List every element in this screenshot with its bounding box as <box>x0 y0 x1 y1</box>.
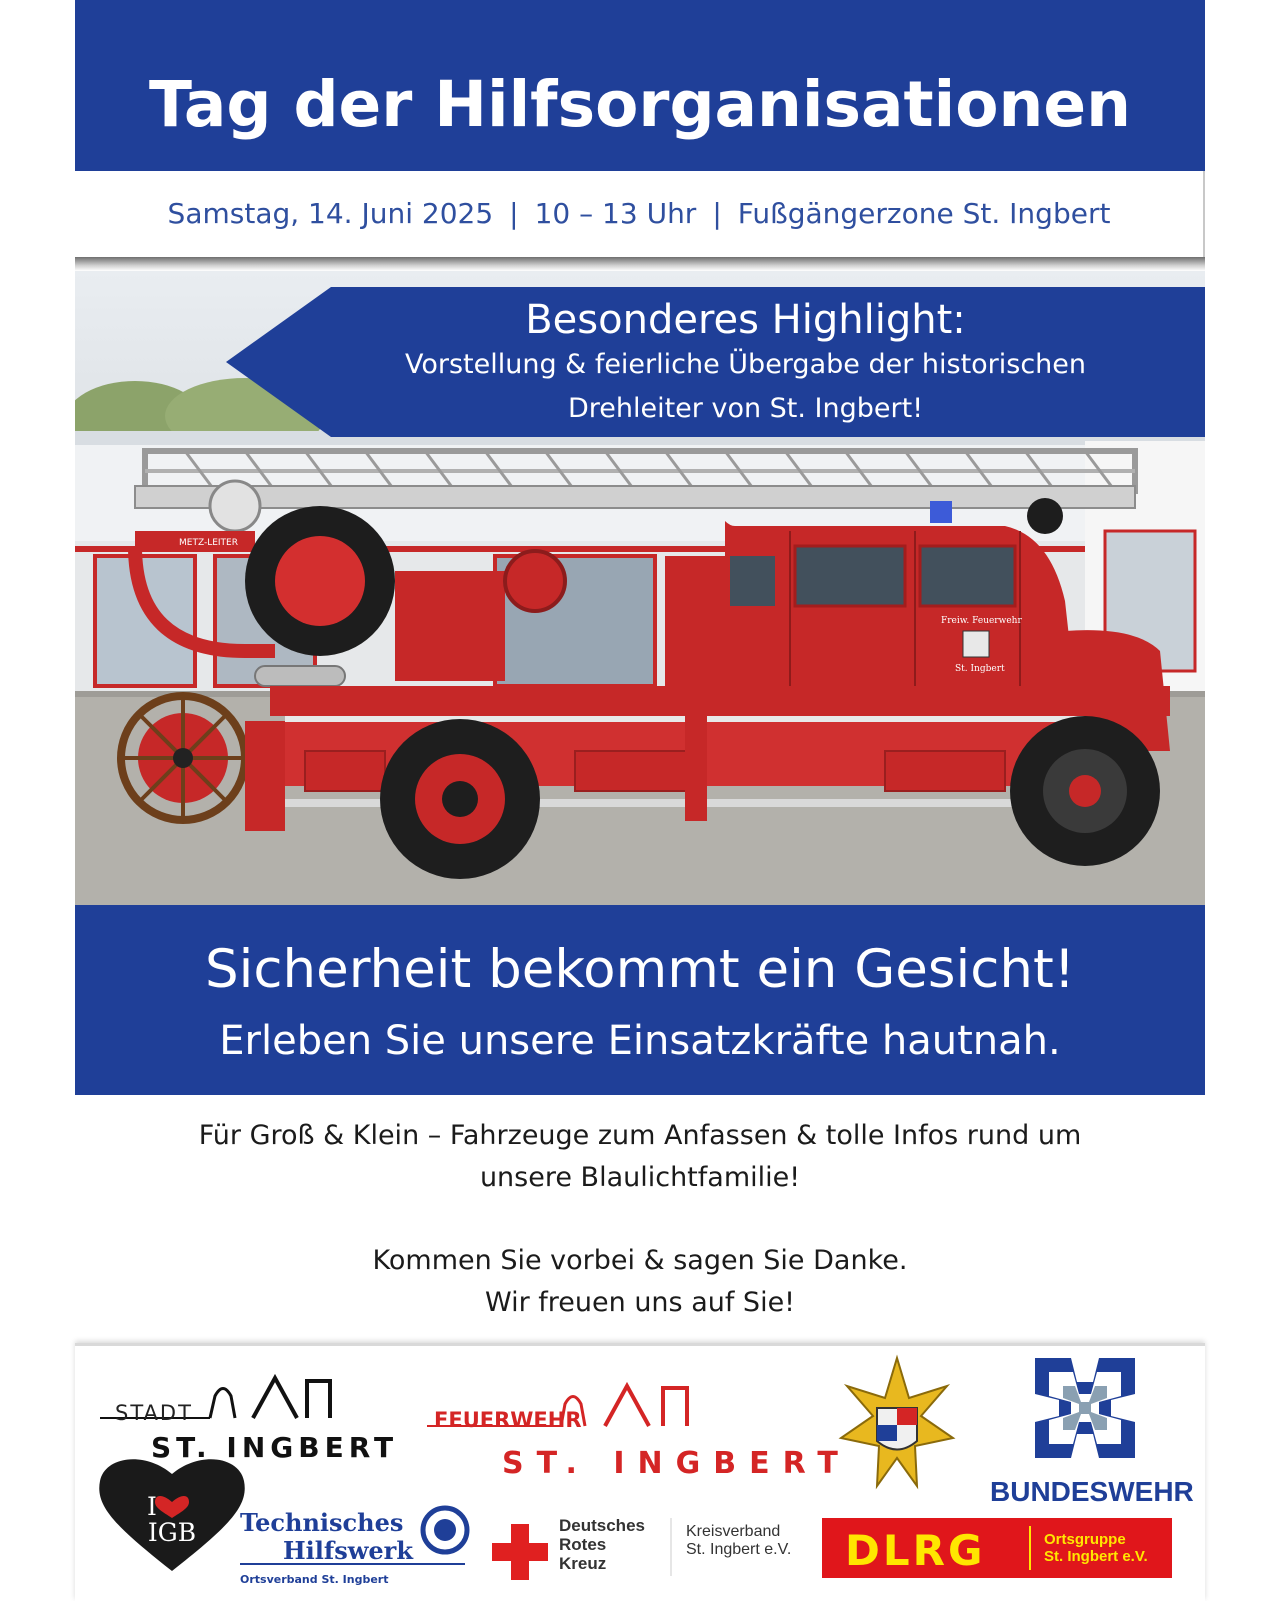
body-paragraph-1 <box>75 1115 1205 1199</box>
slogan-subline: Erleben Sie unsere Einsatzkräfte hautnah. <box>219 1018 1061 1064</box>
drk-line-2: Rotes <box>559 1535 607 1554</box>
event-date: Samstag, 14. Juni 2025 <box>167 197 494 230</box>
sponsor-logos <box>75 1343 1205 1601</box>
iron-cross-icon <box>1035 1358 1135 1458</box>
body-paragraph-2 <box>75 1240 1205 1324</box>
title-band <box>75 0 1205 171</box>
bundeswehr-label: BUNDESWEHR <box>990 1476 1194 1507</box>
highlight-banner <box>226 287 1205 437</box>
thw-line-1: Technisches <box>240 1508 404 1537</box>
kv-line-1: Kreisverband <box>686 1523 781 1540</box>
event-location: Fußgängerzone St. Ingbert <box>737 197 1111 230</box>
dlrg-sub-line-2: St. Ingbert e.V. <box>1044 1548 1148 1565</box>
drk-line-3: Kreuz <box>559 1554 607 1573</box>
feuerwehr-label: FEUERWEHR <box>434 1408 582 1432</box>
slogan-band <box>75 905 1205 1095</box>
door-text-2: St. Ingbert <box>955 664 1005 674</box>
body-line: Wir freuen uns auf Sie! <box>484 1287 796 1318</box>
thw-line-2: Hilfswerk <box>283 1536 413 1565</box>
red-cross-icon <box>492 1524 548 1580</box>
police-star-icon <box>841 1358 953 1486</box>
highlight-line-1: Vorstellung & feierliche Übergabe der historischen <box>404 349 1087 380</box>
event-info-bar <box>75 171 1205 257</box>
separator: | <box>712 197 722 230</box>
igb-line-2: IGB <box>147 1518 197 1547</box>
kv-line-2: St. Ingbert e.V. <box>686 1541 792 1558</box>
body-line: unsere Blaulichtfamilie! <box>479 1162 801 1193</box>
thw-line-3: Ortsverband St. Ingbert <box>240 1573 389 1586</box>
drk-line-1: Deutsches <box>559 1516 645 1535</box>
door-text-1: Freiw. Feuerwehr <box>941 616 1022 626</box>
event-info-row <box>75 197 1203 230</box>
separator: | <box>509 197 519 230</box>
highlight-title: Besonderes Highlight: <box>525 297 966 343</box>
feuerwehr-city-label: ST. INGBERT <box>502 1446 851 1481</box>
dlrg-label: DLRG <box>845 1526 986 1575</box>
drk-label <box>559 1516 645 1573</box>
stadt-label: STADT <box>115 1401 193 1425</box>
body-line: Für Groß & Klein – Fahrzeuge zum Anfassen & tolle Infos rund um <box>198 1120 1082 1151</box>
ladder-plate: METZ-LEITER <box>179 538 238 548</box>
divider <box>75 257 1205 271</box>
dlrg-sub-line-1: Ortsgruppe <box>1044 1531 1126 1548</box>
dlrg-sub-label <box>1044 1531 1148 1565</box>
page-title: Tag der Hilfsorganisationen <box>149 68 1131 141</box>
body-line: Kommen Sie vorbei & sagen Sie Danke. <box>372 1245 908 1276</box>
igb-line-1: I <box>147 1492 157 1521</box>
igb-label <box>117 1494 227 1546</box>
kreisverband-label <box>686 1523 791 1559</box>
event-time: 10 – 13 Uhr <box>534 197 697 230</box>
slogan-headline: Sicherheit bekommt ein Gesicht! <box>204 939 1076 1000</box>
highlight-line-2: Drehleiter von St. Ingbert! <box>567 393 924 424</box>
stadt-city-label: ST. INGBERT <box>151 1431 399 1464</box>
